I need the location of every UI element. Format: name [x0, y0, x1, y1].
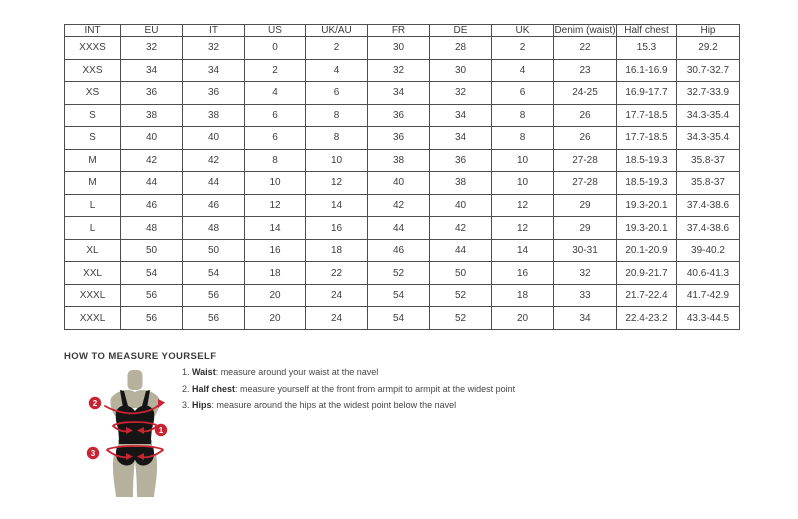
table-row: [65, 127, 740, 150]
table-cell: 32: [368, 59, 430, 82]
measure-step-text: : measure yourself at the front from armpit to armpit at the widest point: [235, 383, 516, 394]
measure-step: [182, 385, 515, 395]
table-cell: 6: [492, 82, 554, 105]
header-cell: Half chest: [617, 25, 677, 37]
table-cell: 50: [430, 262, 492, 285]
table-cell: 44: [183, 172, 245, 195]
measure-step-text: : measure around your waist at the navel: [215, 367, 379, 377]
table-row: [65, 104, 740, 127]
table-cell: 40: [430, 194, 492, 217]
table-row: [65, 307, 740, 330]
table-cell: S: [65, 127, 121, 150]
table-cell: 30: [430, 59, 492, 82]
table-cell: 8: [306, 104, 368, 127]
table-cell: 19.3-20.1: [617, 217, 677, 240]
table-cell: XXXL: [65, 307, 121, 330]
table-cell: 34: [430, 104, 492, 127]
header-cell: INT: [65, 25, 121, 37]
table-cell: 6: [245, 104, 306, 127]
half-chest-badge: [89, 397, 101, 409]
table-cell: 8: [492, 127, 554, 150]
table-cell: L: [65, 217, 121, 240]
table-cell: 6: [306, 82, 368, 105]
table-cell: 28: [430, 37, 492, 60]
table-cell: 42: [368, 194, 430, 217]
table-cell: 41.7-42.9: [677, 284, 740, 307]
table-cell: XS: [65, 82, 121, 105]
table-cell: 34.3-35.4: [677, 127, 740, 150]
table-cell: 30.7-32.7: [677, 59, 740, 82]
table-cell: 21.7-22.4: [617, 284, 677, 307]
table-cell: 40: [183, 127, 245, 150]
header-cell: Denim (waist): [554, 25, 616, 36]
measure-section-title: HOW TO MEASURE YOURSELF: [64, 351, 217, 362]
table-cell: 29.2: [677, 37, 740, 60]
table-cell: XXL: [65, 262, 121, 285]
table-cell: 22: [554, 37, 617, 60]
table-cell: 10: [306, 149, 368, 172]
table-cell: 38: [368, 149, 430, 172]
header-cell: UK: [492, 25, 554, 37]
table-cell: 44: [368, 217, 430, 240]
header-cell: EU: [121, 25, 183, 37]
header-cell: US: [245, 25, 306, 37]
table-cell: 54: [368, 284, 430, 307]
table-cell: 30: [368, 37, 430, 60]
table-cell: 34.3-35.4: [677, 104, 740, 127]
table-cell: 16: [245, 239, 306, 262]
table-cell: 18.5-19.3: [617, 172, 677, 195]
header-cell: FR: [368, 25, 430, 37]
table-row: [65, 262, 740, 285]
size-chart-table: [64, 24, 740, 330]
table-cell: 20: [245, 307, 306, 330]
measure-step: [182, 368, 515, 378]
table-cell: 39-40.2: [677, 239, 740, 262]
table-cell: 20: [245, 284, 306, 307]
measure-step-number: 1.: [182, 367, 193, 377]
table-cell: 40: [121, 127, 183, 150]
table-row: [65, 172, 740, 195]
table-row: [65, 37, 740, 60]
table-cell: 14: [306, 194, 368, 217]
table-cell: 42: [183, 149, 245, 172]
table-cell: 34: [368, 82, 430, 105]
table-cell: 12: [306, 172, 368, 195]
table-cell: 24-25: [554, 82, 617, 105]
header-cell: UK/AU: [306, 25, 368, 37]
table-cell: 12: [245, 194, 306, 217]
table-cell: 14: [492, 239, 554, 262]
table-cell: 12: [492, 194, 554, 217]
table-cell: XXXL: [65, 284, 121, 307]
table-cell: 36: [368, 104, 430, 127]
header-cell: Hip: [677, 25, 740, 37]
mannequin-figure: [110, 370, 159, 497]
table-cell: 54: [121, 262, 183, 285]
table-cell: 37.4-38.6: [677, 194, 740, 217]
table-cell: 54: [183, 262, 245, 285]
table-cell: 16: [492, 262, 554, 285]
table-row: [65, 217, 740, 240]
table-cell: 27-28: [554, 149, 617, 172]
table-cell: 40.6-41.3: [677, 262, 740, 285]
table-row: [65, 149, 740, 172]
table-cell: 56: [121, 307, 183, 330]
table-cell: 42: [430, 217, 492, 240]
table-row: [65, 284, 740, 307]
table-cell: 29: [554, 217, 617, 240]
table-cell: 52: [368, 262, 430, 285]
table-row: [65, 194, 740, 217]
table-cell: 2: [245, 59, 306, 82]
table-cell: 33: [554, 284, 617, 307]
table-cell: 44: [430, 239, 492, 262]
hips-badge: [87, 447, 99, 459]
table-cell: 38: [183, 104, 245, 127]
measure-step-label: Half chest: [192, 383, 236, 394]
table-cell: 50: [183, 239, 245, 262]
table-cell: 48: [121, 217, 183, 240]
measure-steps-list: [182, 368, 515, 418]
table-cell: 34: [554, 307, 617, 330]
table-cell: 52: [430, 284, 492, 307]
table-cell: 34: [121, 59, 183, 82]
table-cell: 36: [183, 82, 245, 105]
table-cell: 24: [306, 284, 368, 307]
table-cell: 2: [492, 37, 554, 60]
table-cell: 52: [430, 307, 492, 330]
table-cell: 17.7-18.5: [617, 104, 677, 127]
table-cell: 23: [554, 59, 617, 82]
table-cell: XXS: [65, 59, 121, 82]
table-cell: 18: [306, 239, 368, 262]
measure-step-number: 3.: [182, 400, 193, 410]
measure-step-label: Hips: [192, 400, 212, 410]
table-cell: 42: [121, 149, 183, 172]
table-cell: 43.3-44.5: [677, 307, 740, 330]
table-cell: 56: [183, 284, 245, 307]
table-cell: 34: [430, 127, 492, 150]
measure-step-number: 2.: [182, 383, 193, 394]
half-chest-badge-number: 2: [92, 399, 98, 408]
table-row: [65, 59, 740, 82]
table-cell: 12: [492, 217, 554, 240]
table-cell: 56: [121, 284, 183, 307]
table-cell: 15.3: [617, 37, 677, 60]
table-cell: XL: [65, 239, 121, 262]
table-cell: 36: [368, 127, 430, 150]
table-cell: 26: [554, 127, 617, 150]
table-cell: 32: [121, 37, 183, 60]
table-cell: 19.3-20.1: [617, 194, 677, 217]
table-cell: 18: [492, 284, 554, 307]
table-cell: XXXS: [65, 37, 121, 60]
table-cell: 22.4-23.2: [617, 307, 677, 330]
table-cell: 20: [492, 307, 554, 330]
table-cell: 54: [368, 307, 430, 330]
table-cell: 16: [306, 217, 368, 240]
table-cell: 32: [183, 37, 245, 60]
table-cell: 30-31: [554, 239, 617, 262]
table-cell: 18.5-19.3: [617, 149, 677, 172]
table-cell: 35.8-37: [677, 149, 740, 172]
table-cell: M: [65, 172, 121, 195]
table-cell: 17.7-18.5: [617, 127, 677, 150]
table-cell: 8: [492, 104, 554, 127]
table-cell: 36: [121, 82, 183, 105]
table-cell: 40: [368, 172, 430, 195]
size-chart-header-row: [65, 25, 740, 37]
measure-step-text: : measure around the hips at the widest point below the navel: [211, 400, 457, 410]
table-cell: 16.1-16.9: [617, 59, 677, 82]
table-cell: 48: [183, 217, 245, 240]
table-cell: 26: [554, 104, 617, 127]
table-cell: 8: [245, 149, 306, 172]
table-cell: 0: [245, 37, 306, 60]
table-cell: M: [65, 149, 121, 172]
table-cell: 14: [245, 217, 306, 240]
table-cell: 36: [430, 149, 492, 172]
waist-badge-number: 1: [158, 426, 164, 435]
table-cell: 34: [183, 59, 245, 82]
table-cell: 35.8-37: [677, 172, 740, 195]
table-cell: 38: [121, 104, 183, 127]
table-cell: 10: [245, 172, 306, 195]
hips-badge-number: 3: [90, 449, 96, 458]
table-cell: 56: [183, 307, 245, 330]
table-cell: 2: [306, 37, 368, 60]
table-cell: 46: [121, 194, 183, 217]
table-cell: 16.9-17.7: [617, 82, 677, 105]
table-cell: 32: [554, 262, 617, 285]
measure-step: [182, 401, 515, 411]
table-cell: L: [65, 194, 121, 217]
table-cell: 4: [245, 82, 306, 105]
table-cell: 32.7-33.9: [677, 82, 740, 105]
header-cell: IT: [183, 25, 245, 37]
how-to-measure-section: [64, 346, 744, 516]
table-cell: 22: [306, 262, 368, 285]
table-cell: 32: [430, 82, 492, 105]
table-cell: 44: [121, 172, 183, 195]
table-cell: 18: [245, 262, 306, 285]
table-cell: 46: [183, 194, 245, 217]
table-row: [65, 239, 740, 262]
table-cell: 4: [306, 59, 368, 82]
table-cell: 4: [492, 59, 554, 82]
mannequin-neck: [128, 370, 143, 390]
table-cell: 24: [306, 307, 368, 330]
table-cell: 50: [121, 239, 183, 262]
table-cell: 6: [245, 127, 306, 150]
measure-step-label: Waist: [192, 367, 216, 377]
table-cell: 37.4-38.6: [677, 217, 740, 240]
table-cell: 46: [368, 239, 430, 262]
table-cell: 10: [492, 149, 554, 172]
table-cell: 8: [306, 127, 368, 150]
table-cell: 20.1-20.9: [617, 239, 677, 262]
table-cell: 38: [430, 172, 492, 195]
header-cell: DE: [430, 25, 492, 37]
table-cell: 10: [492, 172, 554, 195]
table-cell: 29: [554, 194, 617, 217]
waist-badge: [155, 424, 167, 436]
table-cell: 20.9-21.7: [617, 262, 677, 285]
table-cell: 27-28: [554, 172, 617, 195]
table-row: [65, 82, 740, 105]
table-cell: S: [65, 104, 121, 127]
